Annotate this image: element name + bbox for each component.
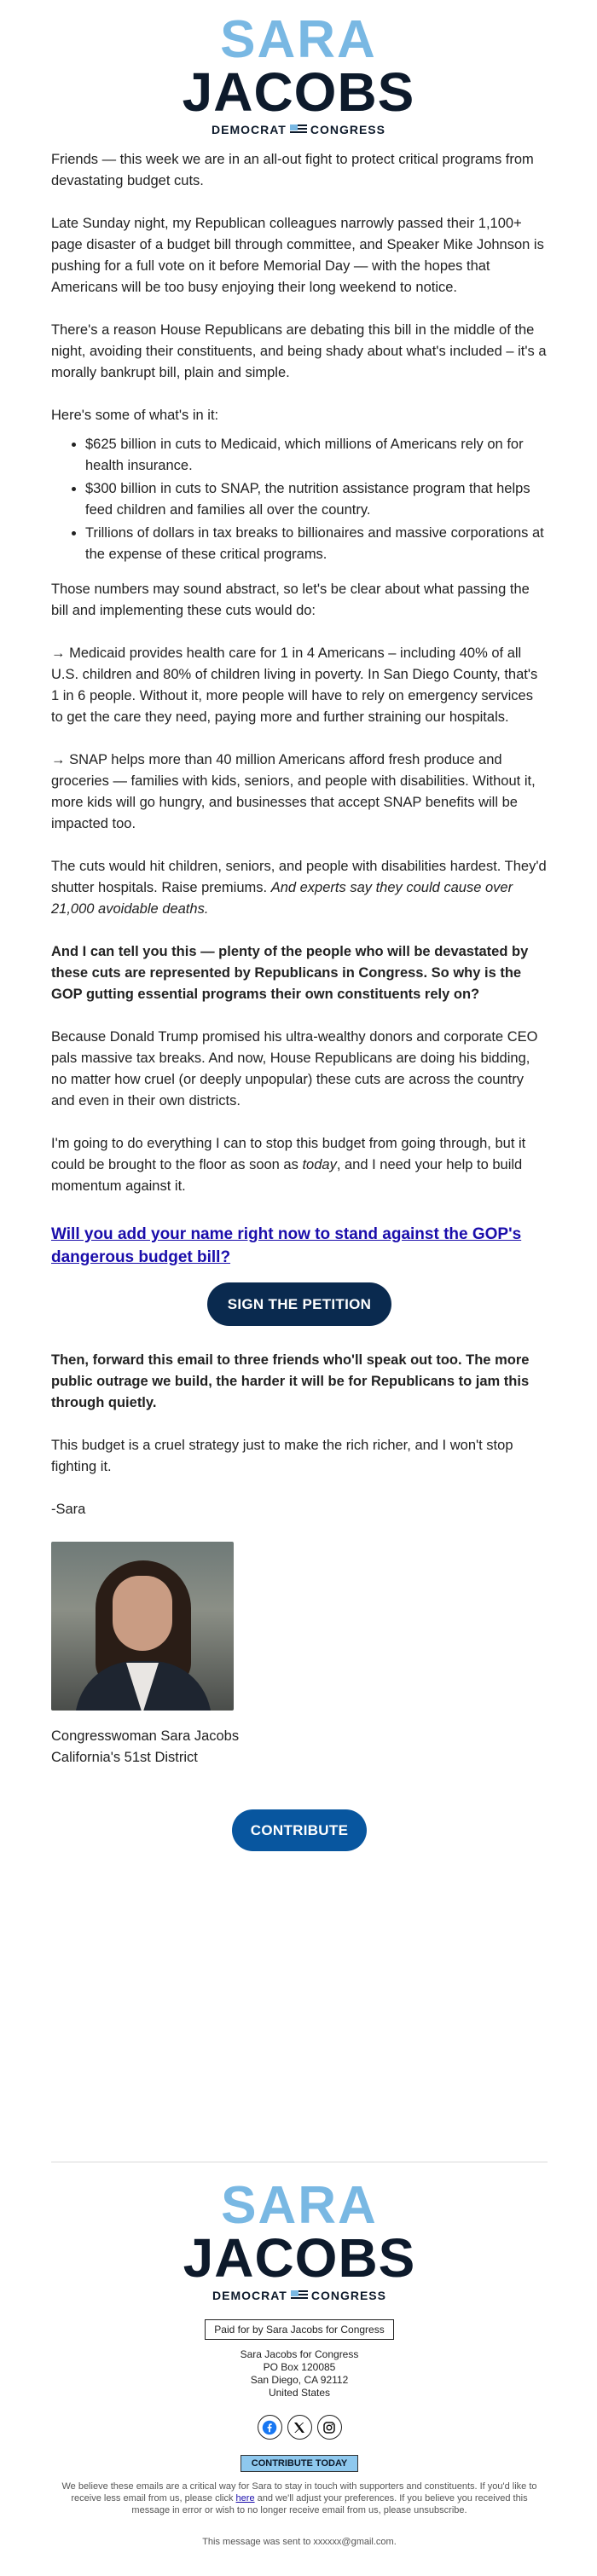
logo-first-name: SARA <box>220 10 377 69</box>
paragraph-committee: Late Sunday night, my Republican colleagues narrowly passed their 1,100+ page disaster of a budget bill through committee, and Speaker Mike Johnson is pushing for a full vote on it before Memorial Day — with the hopes that Americans will be too busy enjoying their long weekend to notice. <box>51 216 544 295</box>
address-line: Sara Jacobs for Congress <box>240 2348 359 2360</box>
instagram-icon[interactable] <box>317 2415 342 2440</box>
paragraph-abstract: Those numbers may sound abstract, so let's be clear about what passing the bill and implementing these cuts would do: <box>51 582 530 618</box>
disclaimer <box>51 2480 548 2516</box>
logo-last-name: JACOBS <box>183 2227 416 2289</box>
paid-for-box: Paid for by Sara Jacobs for Congress <box>205 2319 393 2340</box>
address-line: PO Box 120085 <box>263 2361 336 2373</box>
email-body <box>51 149 548 1875</box>
x-icon[interactable] <box>287 2415 312 2440</box>
logo-tag-right: CONGRESS <box>310 123 385 136</box>
logo-tag-right: CONGRESS <box>310 2289 386 2302</box>
paragraph-impact <box>51 856 548 920</box>
paragraph-medicaid: → Medicaid provides health care for 1 in 4 Americans – including 40% of all U.S. children and 80% of children living in poverty. In San Diego County, that's 1 in 6 people. Without it, more people will have to rely on emergency services to get the care they need, paying more and further straining our hospitals. <box>51 645 538 725</box>
preferences-link[interactable]: here <box>235 2493 255 2504</box>
paragraph-trump: Because Donald Trump promised his ultra-wealthy donors and corporate CEO pals massive tax breaks. And now, House Republicans are doing his bidding, no matter how cruel (or deeply unpopular) these cuts are across the country and even in their own districts. <box>51 1029 538 1109</box>
cuts-list <box>85 434 548 565</box>
paragraph-intro: Friends — this week we are in an all-out fight to protect critical programs from devastating budget cuts. <box>51 152 534 188</box>
disclaimer-text-b: and we'll adjust your preferences. If you believe you received this message in error or wish to no longer receive email from us, please unsubscribe. <box>131 2493 528 2515</box>
paragraph-snap: → SNAP helps more than 40 million Americans afford fresh produce and groceries — families with kids, seniors, and people with disabilities. Without it, more kids will go hungry, and businesses that accept SNAP benefits will be impacted too. <box>51 752 536 831</box>
impact-italic: And experts say they could cause over 21,000 avoidable deaths. <box>51 880 513 917</box>
footer-logo[interactable] <box>51 2176 548 2302</box>
signature-title: Congresswoman Sara Jacobs <box>51 1728 240 1744</box>
address-line: San Diego, CA 92112 <box>250 2374 349 2386</box>
footer <box>51 2162 548 2547</box>
portrait-photo <box>51 1542 234 1711</box>
paragraph-gop: And I can tell you this — plenty of the people who will be devastated by these cuts are represented by Republicans in Congress. So why is the GOP gutting essential programs their own constituents rely on? <box>51 944 529 1002</box>
social-links <box>51 2415 548 2440</box>
logo-last-name: JACOBS <box>182 61 415 123</box>
logo-tag-left: DEMOCRAT <box>212 123 287 136</box>
petition-link[interactable]: Will you add your name right now to stand against the GOP's dangerous budget bill? <box>51 1225 522 1266</box>
sent-to-notice: This message was sent to xxxxxx@gmail.com. <box>202 2537 397 2547</box>
facebook-icon[interactable] <box>258 2415 282 2440</box>
signature-district: California's 51st District <box>51 1750 198 1765</box>
impact-text: The cuts would hit children, seniors, and people with disabilities hardest. They'd shutter hospitals. Raise premiums. <box>51 859 547 895</box>
help-text-a: I'm going to do everything I can to stop this budget from going through, but it could be brought to the floor as soon as <box>51 1136 526 1172</box>
paragraph-list-intro: Here's some of what's in it: <box>51 408 219 423</box>
logo-tagline <box>0 123 597 136</box>
list-item: • Trillions of dollars in tax breaks to billionaires and massive corporations at the expense of these critical programs. <box>85 523 548 565</box>
contribute-today-button[interactable]: CONTRIBUTE TODAY <box>241 2455 358 2472</box>
logo-tagline <box>51 2289 548 2302</box>
contribute-button[interactable]: CONTRIBUTE <box>232 1809 367 1851</box>
flag-icon <box>290 124 307 135</box>
signoff: -Sara <box>51 1502 86 1517</box>
sign-petition-button[interactable]: SIGN THE PETITION <box>207 1282 392 1326</box>
paragraph-help <box>51 1133 548 1197</box>
list-item: • $300 billion in cuts to SNAP, the nutrition assistance program that helps feed children and families all over the country. <box>85 478 548 521</box>
signature-block <box>51 1726 548 1768</box>
list-item: • $625 billion in cuts to Medicaid, which millions of Americans rely on for health insurance. <box>85 434 548 477</box>
paragraph-reason: There's a reason House Republicans are debating this bill in the middle of the night, avoiding their constituents, and being shady about what's included – it's a morally bankrupt bill, plain and simple. <box>51 322 547 380</box>
logo-first-name: SARA <box>221 2176 378 2235</box>
address-line: United States <box>268 2387 331 2399</box>
help-text-b: , and I need your help to build momentum against it. <box>51 1157 523 1194</box>
mailing-address <box>51 2348 548 2399</box>
paragraph-cruel: This budget is a cruel strategy just to make the rich richer, and I won't stop fighting it. <box>51 1438 513 1474</box>
flag-icon <box>291 2290 308 2301</box>
help-italic: today <box>302 1157 337 1172</box>
paragraph-forward: Then, forward this email to three friends who'll speak out too. The more public outrage we build, the harder it will be for Republicans to jam this through quietly. <box>51 1352 530 1410</box>
logo-tag-left: DEMOCRAT <box>212 2289 287 2302</box>
header-logo[interactable] <box>0 10 597 136</box>
disclaimer-text-a: We believe these emails are a critical way for Sara to stay in touch with supporters and constituents. If you'd like to receive less email from us, please click <box>61 2481 537 2504</box>
